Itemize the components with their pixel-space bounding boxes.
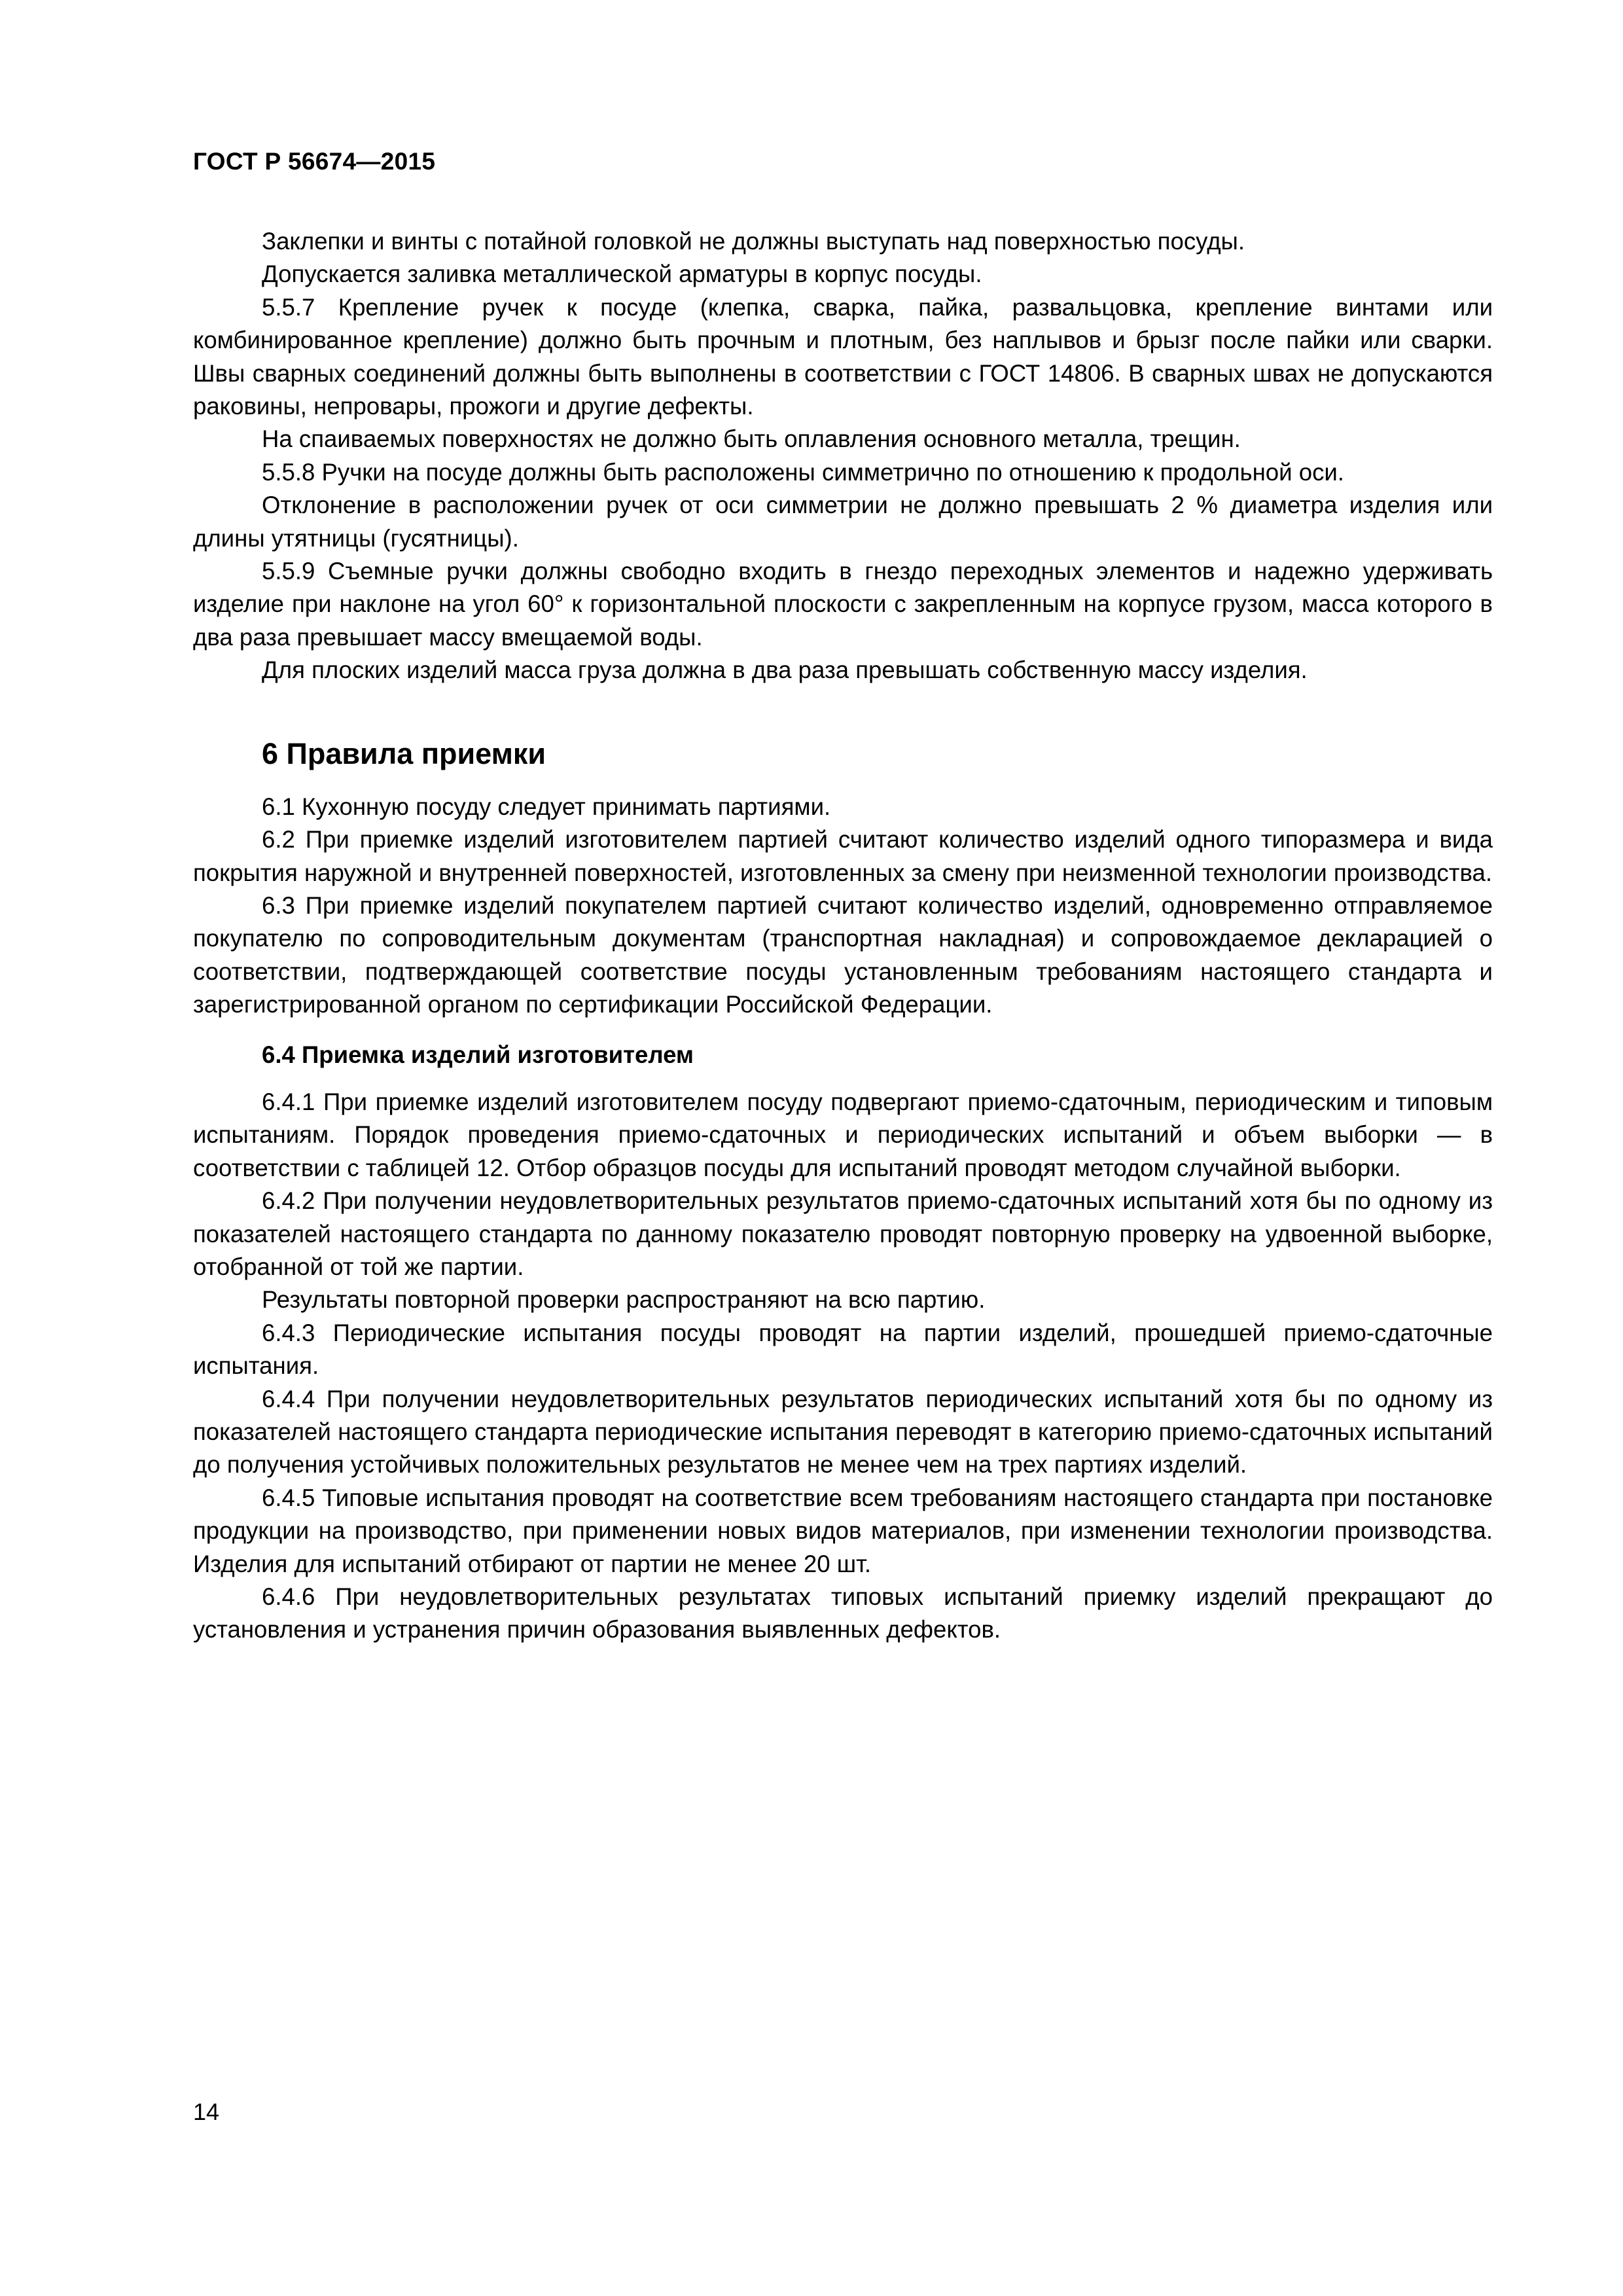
paragraph-repeat-check: Результаты повторной проверки распространяют на всю партию.	[262, 1286, 986, 1314]
document-header: ГОСТ Р 56674—2015	[193, 148, 436, 175]
subsection-title-6-4: 6.4 Приемка изделий изготовителем	[262, 1041, 694, 1068]
section-title-acceptance-rules: 6 Правила приемки	[262, 736, 546, 770]
paragraph-6-4-1: 6.4.1 При приемке изделий изготовителем посуду подвергают приемо-сдаточным, периодическим и типовым испытаниям. Порядок проведения приемо-сдаточных и периодических испытаний и объем выборки — в соответствии с таблицей 12. Отбор образцов посуды для испытаний проводят методом случайной выборки.	[193, 1088, 1493, 1181]
paragraph-5-5-8: 5.5.8 Ручки на посуде должны быть расположены симметрично по отношению к продольной оси.	[262, 458, 1344, 486]
paragraph-5-5-9: 5.5.9 Съемные ручки должны свободно входить в гнездо переходных элементов и надежно удерживать изделие при наклоне на угол 60° к горизонтальной плоскости с закрепленным на корпусе грузом, масса которого в два раза превышает массу вмещаемой воды.	[193, 558, 1493, 651]
paragraph-6-4-5: 6.4.5 Типовые испытания проводят на соответствие всем требованиям настоящего стандарта при постановке продукции на производство, при применении новых видов материалов, при изменении технологии производства. Изделия для испытаний отбирают от партии не менее 20 шт.	[193, 1484, 1493, 1577]
page-number: 14	[193, 2098, 220, 2125]
paragraph-6-4-6: 6.4.6 При неудовлетворительных результатах типовых испытаний приемку изделий прекращают до установления и устранения причин образования выявленных дефектов.	[193, 1583, 1493, 1643]
paragraph-soldering: На спаиваемых поверхностях не должно быть оплавления основного металла, трещин.	[262, 425, 1241, 453]
paragraph-5-5-7: 5.5.7 Крепление ручек к посуде (клепка, сварка, пайка, развальцовка, крепление винтами или комбинированное крепление) должно быть прочным и плотным, без наплывов и брызг после пайки или сварки. Швы сварных соединений должны быть выполнены в соответствии с ГОСТ 14806. В сварных швах не допускаются раковины, непровары, прожоги и другие дефекты.	[193, 293, 1493, 420]
paragraph-6-4-3: 6.4.3 Периодические испытания посуды проводят на партии изделий, прошедшей приемо-сдаточные испытания.	[193, 1319, 1493, 1380]
paragraph-6-4-2: 6.4.2 При получении неудовлетворительных результатов приемо-сдаточных испытаний хотя бы по одному из показателей настоящего стандарта по данному показателю проводят повторную проверку на удвоенной выборке, отобранной от той же партии.	[193, 1187, 1493, 1280]
paragraph-deviation: Отклонение в расположении ручек от оси симметрии не должно превышать 2 % диаметра изделия или длины утятницы (гусятницы).	[193, 492, 1493, 552]
paragraph-fittings: Допускается заливка металлической арматуры в корпус посуды.	[262, 260, 982, 288]
paragraph-rivets: Заклепки и винты с потайной головкой не должны выступать над поверхностью посуды.	[262, 228, 1245, 255]
paragraph-6-1: 6.1 Кухонную посуду следует принимать партиями.	[262, 793, 831, 820]
paragraph-flat-items: Для плоских изделий масса груза должна в два раза превышать собственную массу изделия.	[262, 656, 1308, 684]
paragraph-6-3: 6.3 При приемке изделий покупателем партией считают количество изделий, одновременно отправляемое покупателю по сопроводительным документам (транспортная накладная) и сопровождаемое декларацией о соответствии, подтверждающей соответствие посуды установленным требованиям настоящего стандарта и зарегистрированной органом по сертификации Российской Федерации.	[193, 891, 1493, 1018]
paragraph-6-2: 6.2 При приемке изделий изготовителем партией считают количество изделий одного типоразмера и вида покрытия наружной и внутренней поверхностей, изготовленных за смену при неизменной технологии производства.	[193, 826, 1493, 886]
paragraph-6-4-4: 6.4.4 При получении неудовлетворительных результатов периодических испытаний хотя бы по одному из показателей настоящего стандарта периодические испытания переводят в категорию приемо-сдаточных испытаний до получения устойчивых положительных результатов не менее чем на трех партиях изделий.	[193, 1385, 1493, 1479]
document-body	[193, 225, 1493, 1647]
